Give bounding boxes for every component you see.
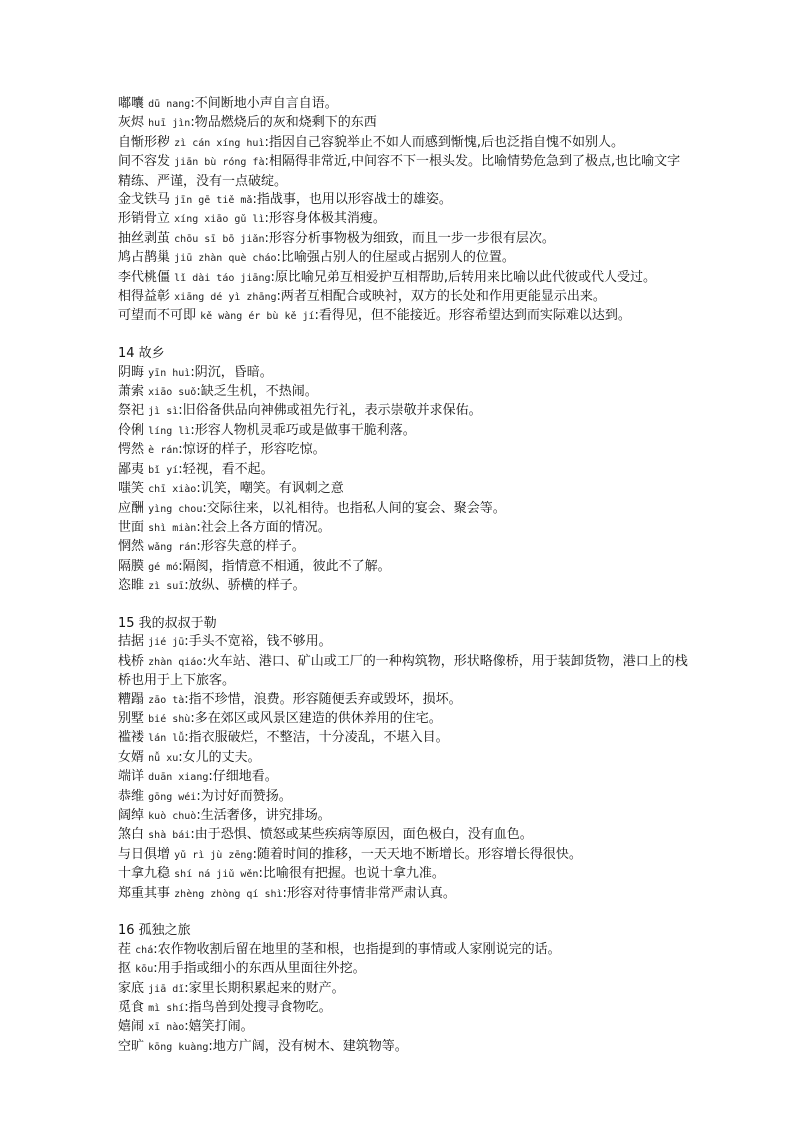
vocab-word: 十拿九稳 bbox=[118, 866, 171, 882]
vocab-entry bbox=[118, 114, 688, 133]
vocab-word: 煞白 bbox=[118, 827, 145, 843]
vocab-pinyin: kuò chuò bbox=[148, 811, 197, 822]
vocab-entry bbox=[118, 153, 688, 191]
vocab-pinyin: huī jìn bbox=[148, 118, 191, 130]
vocab-definition: :轻视，看不起。 bbox=[178, 461, 274, 477]
vocab-word: 端详 bbox=[118, 769, 145, 785]
vocab-entry bbox=[118, 577, 688, 596]
vocab-entry bbox=[118, 288, 688, 307]
vocab-definition: :形容人物机灵乖巧或是做事干脆利落。 bbox=[190, 422, 416, 438]
vocab-definition: :比喻很有把握。也说十拿九准。 bbox=[258, 866, 445, 882]
vocab-definition: :嬉笑打闹。 bbox=[184, 1019, 254, 1035]
vocab-word: 与日俱增 bbox=[118, 846, 171, 862]
vocab-word: 拮据 bbox=[118, 634, 145, 650]
vocab-pinyin: xiāo suǒ bbox=[148, 387, 197, 399]
vocab-word: 恭维 bbox=[118, 788, 145, 804]
vocab-pinyin: chōu sī bō jiǎn bbox=[174, 233, 265, 245]
vocab-word: 可望而不可即 bbox=[118, 308, 197, 324]
vocab-definition: :指衣服破烂，不整洁，十分凌乱，不堪入目。 bbox=[184, 730, 449, 746]
vocab-definition: :生活奢侈，讲究排场。 bbox=[196, 808, 331, 823]
vocab-pinyin: xī nào bbox=[148, 1022, 185, 1034]
vocab-entry bbox=[118, 519, 688, 538]
vocab-pinyin: chī xiào bbox=[148, 484, 197, 496]
vocab-pinyin: mì shí bbox=[148, 1003, 185, 1015]
vocab-definition: :交际往来，以礼相待。也指私人间的宴会、聚会等。 bbox=[202, 500, 506, 516]
section-title: 16 孤独之旅 bbox=[118, 923, 191, 939]
vocab-entry bbox=[118, 749, 688, 768]
vocab-entry bbox=[118, 441, 688, 460]
vocab-pinyin: zāo tà bbox=[148, 694, 185, 706]
vocab-pinyin: zì suī bbox=[148, 581, 185, 593]
vocab-pinyin: zhèng zhòng qí shì bbox=[174, 888, 283, 900]
vocab-definition: :火车站、港口、矿山或工厂的一种构筑物，形状略像桥，用于装卸货物，港口上的栈桥也用于上下旅客。 bbox=[118, 653, 688, 689]
vocab-entry bbox=[118, 95, 688, 114]
vocab-definition: :两者互相配合或映衬，双方的长处和作用更能显示出来。 bbox=[276, 289, 606, 305]
vocab-definition: :不间断地小声自言自语。 bbox=[190, 96, 338, 111]
vocab-pinyin: bié shù bbox=[148, 713, 191, 725]
vocab-entry bbox=[118, 846, 688, 865]
vocab-entry bbox=[118, 941, 688, 960]
vocab-pinyin: duān xiang bbox=[148, 772, 209, 784]
vocab-word: 鸠占鹊巢 bbox=[118, 250, 171, 266]
vocab-entry bbox=[118, 960, 688, 979]
vocab-definition: :指鸟兽到处搜寻食物吃。 bbox=[184, 1000, 332, 1016]
vocab-word: 相得益彰 bbox=[118, 289, 171, 305]
vocab-pinyin: jì sì bbox=[148, 406, 179, 418]
vocab-word: 阴晦 bbox=[118, 364, 145, 380]
vocab-word: 灰烬 bbox=[118, 115, 145, 131]
vocab-pinyin: yīn huì bbox=[148, 367, 191, 379]
vocab-word: 嬉闹 bbox=[118, 1019, 145, 1035]
section-16 bbox=[118, 922, 688, 1057]
vocab-pinyin: bǐ yí bbox=[148, 464, 179, 476]
vocab-entry bbox=[118, 249, 688, 268]
vocab-definition: :放纵、骄横的样子。 bbox=[184, 578, 306, 594]
vocab-entry bbox=[118, 134, 688, 153]
vocab-word: 惘然 bbox=[118, 539, 145, 555]
vocab-word: 金戈铁马 bbox=[118, 192, 171, 208]
vocab-entry bbox=[118, 210, 688, 229]
vocab-entry bbox=[118, 826, 688, 845]
vocab-word: 隔膜 bbox=[118, 558, 145, 574]
section-15 bbox=[118, 615, 688, 904]
vocab-entry bbox=[118, 885, 688, 904]
vocab-word: 世面 bbox=[118, 519, 145, 535]
vocab-definition: :看得见，但不能接近。形容希望达到而实际难以达到。 bbox=[314, 308, 631, 324]
vocab-entry bbox=[118, 480, 688, 499]
vocab-word: 应酬 bbox=[118, 500, 145, 516]
vocab-definition: :手头不宽裕，钱不够用。 bbox=[184, 634, 332, 650]
vocab-pinyin: lǐ dài táo jiāng bbox=[174, 272, 271, 284]
vocab-definition: :用手指或细小的东西从里面往外挖。 bbox=[153, 961, 366, 977]
vocab-pinyin: gé mó bbox=[148, 561, 179, 573]
vocab-definition: :形容失意的样子。 bbox=[196, 539, 305, 555]
vocab-entry bbox=[118, 691, 688, 710]
vocab-entry bbox=[118, 230, 688, 249]
vocab-word: 褴褛 bbox=[118, 730, 145, 746]
vocab-word: 郑重其事 bbox=[118, 885, 171, 901]
vocab-word: 自惭形秽 bbox=[118, 134, 171, 150]
vocab-definition: :惊讶的样子，形容吃惊。 bbox=[178, 442, 326, 458]
section-title: 15 我的叔叔于勒 bbox=[118, 615, 217, 631]
vocab-pinyin: xíng xiāo gǔ lì bbox=[174, 214, 265, 226]
vocab-entry bbox=[118, 729, 688, 748]
vocab-pinyin: nǚ xu bbox=[148, 752, 179, 764]
section-0 bbox=[118, 95, 688, 327]
vocab-definition: :指因自己容貌举止不如人而感到惭愧,后也泛指自愧不如别人。 bbox=[264, 134, 624, 150]
vocab-pinyin: jīn gē tiě mǎ bbox=[174, 195, 253, 207]
section-title: 14 故乡 bbox=[118, 346, 165, 362]
vocab-pinyin: gōng wéi bbox=[148, 791, 197, 803]
vocab-entry bbox=[118, 865, 688, 884]
vocab-entry bbox=[118, 1038, 688, 1057]
vocab-pinyin: dū nang bbox=[148, 99, 191, 110]
vocab-word: 伶俐 bbox=[118, 422, 145, 438]
vocab-definition: :相隔得非常近,中间容不下一根头发。比喻情势危急到了极点,也比喻文字精练、严谨，没有一点破绽。 bbox=[118, 154, 681, 189]
vocab-word: 糟蹋 bbox=[118, 691, 145, 707]
vocab-pinyin: zhàn qiáo bbox=[148, 656, 203, 668]
vocab-word: 栈桥 bbox=[118, 653, 145, 669]
vocab-definition: :随着时间的推移，一天天地不断增长。形容增长得很快。 bbox=[252, 846, 582, 862]
vocab-word: 抽丝剥茧 bbox=[118, 230, 171, 246]
vocab-definition: :多在郊区或风景区建造的供休养用的住宅。 bbox=[190, 710, 442, 726]
vocab-pinyin: kě wàng ér bù kě jí bbox=[200, 311, 315, 323]
vocab-entry bbox=[118, 402, 688, 421]
vocab-definition: :地方广阔，没有树木、建筑物等。 bbox=[208, 1038, 408, 1054]
vocab-entry bbox=[118, 364, 688, 383]
vocab-pinyin: shí ná jiǔ wěn bbox=[174, 869, 259, 881]
vocab-definition: :指不珍惜，浪费。形容随便丢弃或毁坏，损坏。 bbox=[184, 691, 462, 707]
vocab-definition: :旧俗备供品向神佛或祖先行礼，表示崇敬并求保佑。 bbox=[178, 403, 482, 419]
vocabulary-document bbox=[118, 95, 688, 1057]
vocab-entry bbox=[118, 538, 688, 557]
vocab-entry bbox=[118, 807, 688, 826]
vocab-definition: :形容身体极其消瘦。 bbox=[264, 211, 386, 227]
vocab-definition: :原比喻兄弟互相爱护互相帮助,后转用来比喻以此代彼或代人受过。 bbox=[270, 269, 656, 285]
vocab-pinyin: zì cán xíng huì bbox=[174, 137, 265, 149]
vocab-pinyin: jiā dǐ bbox=[148, 983, 185, 995]
vocab-word: 祭祀 bbox=[118, 403, 145, 419]
vocab-word: 恣睢 bbox=[118, 578, 145, 594]
vocab-entry bbox=[118, 558, 688, 577]
vocab-word: 萧索 bbox=[118, 384, 145, 400]
vocab-word: 抠 bbox=[118, 961, 132, 977]
vocab-pinyin: xiāng dé yì zhāng bbox=[174, 292, 277, 304]
vocab-pinyin: chá bbox=[135, 944, 154, 956]
vocab-word: 形销骨立 bbox=[118, 211, 171, 227]
vocab-word: 女婿 bbox=[118, 749, 145, 765]
vocab-entry bbox=[118, 653, 688, 691]
vocab-definition: :社会上各方面的情况。 bbox=[196, 519, 331, 535]
vocab-definition: :讥笑，嘲笑。有讽刺之意 bbox=[196, 481, 344, 497]
vocab-definition: :指战事，也用以形容战士的雄姿。 bbox=[252, 192, 452, 208]
vocab-definition: :仔细地看。 bbox=[208, 769, 278, 785]
vocab-pinyin: yìng chou bbox=[148, 503, 203, 515]
vocab-entry bbox=[118, 461, 688, 480]
vocab-word: 嗤笑 bbox=[118, 481, 145, 497]
vocab-word: 鄙夷 bbox=[118, 461, 145, 477]
vocab-definition: :阴沉，昏暗。 bbox=[190, 364, 273, 380]
vocab-pinyin: jiū zhàn què cháo bbox=[174, 253, 277, 265]
section-14 bbox=[118, 345, 688, 596]
vocab-pinyin: è rán bbox=[148, 445, 179, 457]
vocab-entry bbox=[118, 710, 688, 729]
vocab-definition: :由于恐惧、愤怒或某些疾病等原因，面色极白，没有血色。 bbox=[190, 827, 533, 843]
vocab-entry bbox=[118, 788, 688, 807]
vocab-word: 间不容发 bbox=[118, 154, 171, 170]
vocab-pinyin: jié jū bbox=[148, 637, 185, 649]
vocab-word: 别墅 bbox=[118, 710, 145, 726]
vocab-pinyin: yǔ rì jù zēng bbox=[174, 849, 253, 861]
vocab-word: 李代桃僵 bbox=[118, 269, 171, 285]
vocab-pinyin: líng lì bbox=[148, 425, 191, 437]
vocab-definition: :形容对待事情非常严肃认真。 bbox=[282, 885, 456, 901]
vocab-entry bbox=[118, 383, 688, 402]
vocab-entry bbox=[118, 500, 688, 519]
vocab-entry bbox=[118, 307, 688, 326]
vocab-entry bbox=[118, 980, 688, 999]
vocab-word: 空旷 bbox=[118, 1038, 145, 1054]
vocab-pinyin: lán lǚ bbox=[148, 733, 185, 745]
vocab-entry bbox=[118, 633, 688, 652]
vocab-definition: :隔阂，指情意不相通，彼此不了解。 bbox=[178, 558, 391, 574]
vocab-entry bbox=[118, 768, 688, 787]
vocab-entry bbox=[118, 422, 688, 441]
vocab-pinyin: shì miàn bbox=[148, 522, 197, 534]
vocab-entry bbox=[118, 191, 688, 210]
vocab-word: 愕然 bbox=[118, 442, 145, 458]
vocab-definition: :家里长期积累起来的财产。 bbox=[184, 980, 345, 996]
vocab-definition: :物品燃烧后的灰和烧剩下的东西 bbox=[190, 115, 377, 131]
vocab-pinyin: wǎng rán bbox=[148, 542, 197, 554]
vocab-entry bbox=[118, 999, 688, 1018]
vocab-word: 茬 bbox=[118, 941, 132, 957]
vocab-entry bbox=[118, 269, 688, 288]
vocab-definition: :女儿的丈夫。 bbox=[178, 749, 261, 765]
vocab-pinyin: shà bái bbox=[148, 830, 191, 842]
vocab-word: 阔绰 bbox=[118, 808, 145, 823]
vocab-definition: :农作物收割后留在地里的茎和根，也指提到的事情或人家刚说完的话。 bbox=[153, 941, 561, 957]
vocab-pinyin: jiān bù róng fà bbox=[174, 157, 265, 169]
vocab-pinyin: kōu bbox=[135, 964, 154, 976]
vocab-pinyin: kōng kuàng bbox=[148, 1041, 209, 1053]
vocab-word: 觅食 bbox=[118, 1000, 145, 1016]
vocab-definition: :比喻强占别人的住屋或占据别人的位置。 bbox=[276, 250, 515, 266]
vocab-word: 嘟囔 bbox=[118, 96, 145, 111]
vocab-definition: :形容分析事物极为细致，而且一步一步很有层次。 bbox=[264, 230, 555, 246]
vocab-definition: :缺乏生机，不热闹。 bbox=[196, 384, 318, 400]
vocab-word: 家底 bbox=[118, 980, 145, 996]
vocab-definition: :为讨好而赞扬。 bbox=[196, 788, 292, 804]
vocab-entry bbox=[118, 1018, 688, 1037]
